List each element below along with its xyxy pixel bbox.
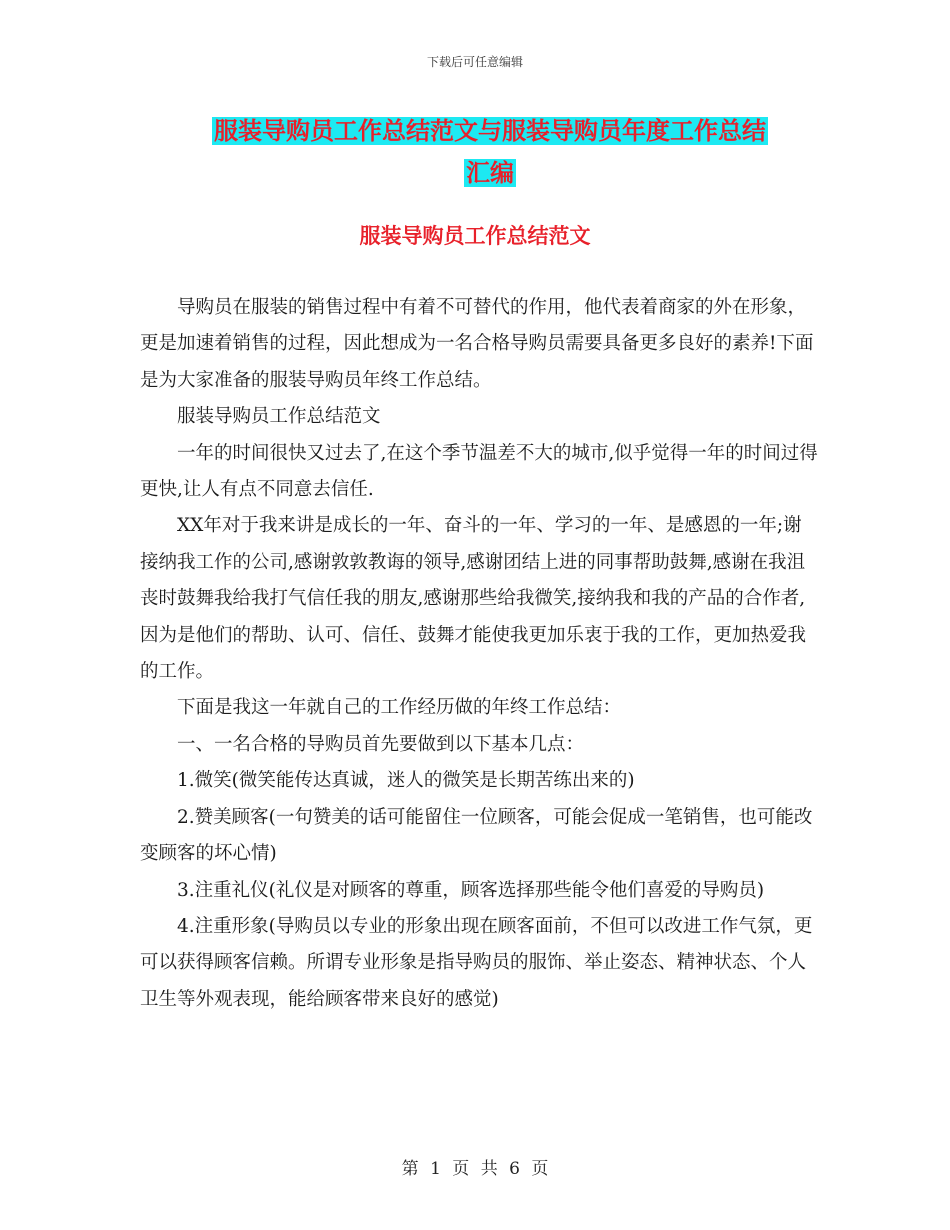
header-note: 下载后可任意编辑 bbox=[426, 55, 523, 69]
list-item-smile: 1.微笑(微笑能传达真诚，迷人的微笑是长期苦练出来的) bbox=[177, 770, 635, 792]
section-title: 服装导购员工作总结范文 bbox=[359, 224, 591, 248]
paragraph-year-passed: 一年的时间很快又过去了,在这个季节温差不大的城市,似乎觉得一年的时间过得更快,让人有点不同意去信任. bbox=[140, 442, 818, 501]
document-title-line-1: 服装导购员工作总结范文与服装导购员年度工作总结 bbox=[214, 117, 766, 145]
list-item-image: 4.注重形象(导购员以专业的形象出现在顾客面前，不但可以改进工作气氛，更可以获得顾客信赖。所谓专业形象是指导购员的服饰、举止姿态、精神状态、个人卫生等外观表现，能给顾客带来良好的感觉) bbox=[140, 915, 813, 1010]
paragraph-gratitude: XX年对于我来讲是成长的一年、奋斗的一年、学习的一年、是感恩的一年;谢接纳我工作的公司,感谢敦敦教诲的领导,感谢团结上进的同事帮助鼓舞,感谢在我沮丧时鼓舞我给我打气信任我的朋友,感谢那些给我微笑,接纳我和我的产品的合作者,因为是他们的帮助、认可、信任、鼓舞才能使我更加乐衷于我的工作，更加热爱我的工作。 bbox=[140, 515, 807, 683]
list-item-etiquette: 3.注重礼仪(礼仪是对顾客的尊重，顾客选择那些能令他们喜爱的导购员) bbox=[177, 879, 765, 901]
paragraph-summary-intro: 下面是我这一年就自己的工作经历做的年终工作总结： bbox=[177, 697, 622, 719]
page-footer: 第 1 页 共 6 页 bbox=[401, 1159, 549, 1179]
document-title-line-2: 汇编 bbox=[466, 159, 514, 187]
body-text bbox=[140, 290, 820, 1018]
paragraph-intro: 导购员在服装的销售过程中有着不可替代的作用，他代表着商家的外在形象，更是加速着销售的过程，因此想成为一名合格导购员需要具备更多良好的素养!下面是为大家准备的服装导购员年终工作总结。 bbox=[140, 297, 814, 391]
document-title bbox=[140, 110, 840, 194]
paragraph-section-one: 一、一名合格的导购员首先要做到以下基本几点： bbox=[177, 733, 585, 755]
list-item-praise: 2.赞美顾客(一句赞美的话可能留住一位顾客，可能会促成一笔销售，也可能改变顾客的坏心情) bbox=[140, 806, 813, 865]
paragraph-subtitle: 服装导购员工作总结范文 bbox=[177, 406, 381, 428]
